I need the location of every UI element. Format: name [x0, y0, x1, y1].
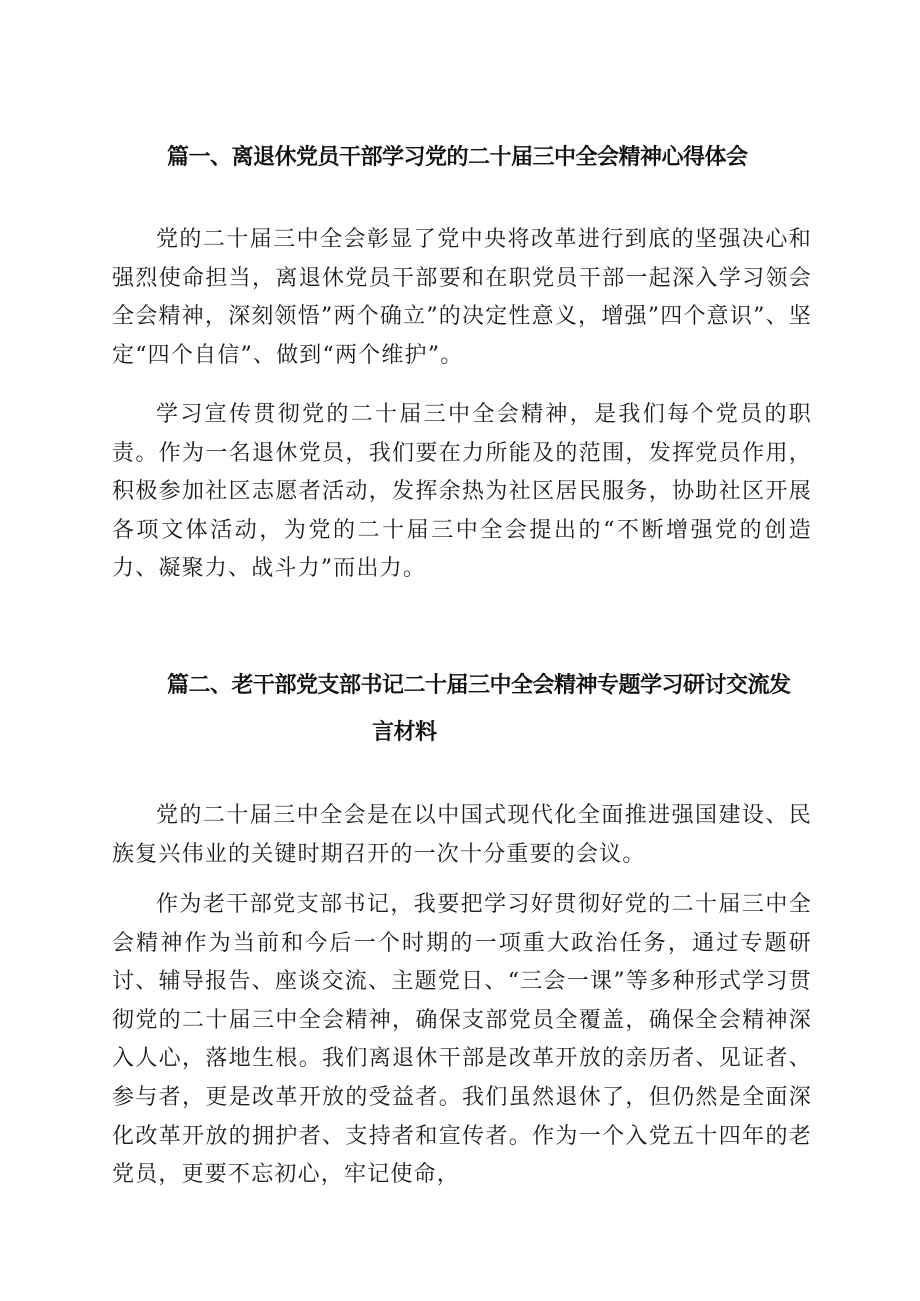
section1-paragraph-1: 党的二十届三中全会彰显了党中央将改革进行到底的坚强决心和强烈使命担当，离退休党员干部要和在职党员干部一起深入学习领会全会精神，深刻领悟”两个确立”的决定性意义，增强”四个意识”、坚定“四个自信”、做到“两个维护”。 — [112, 227, 812, 368]
section1-title: 篇一、离退休党员干部学习党的二十届三中全会精神心得体会 — [167, 145, 748, 170]
section2-title-line1: 篇二、老干部党支部书记二十届三中全会精神专题学习研讨交流发 — [167, 673, 791, 698]
section1-paragraph-2: 学习宣传贯彻党的二十届三中全会精神，是我们每个党员的职责。作为一名退休党员，我们要在力所能及的范围，发挥党员作用，积极参加社区志愿者活动，发挥余热为社区居民服务，协助社区开展各项文体活动，为党的二十届三中全会提出的“不断增强党的创造力、凝聚力、战斗力”而出力。 — [112, 402, 812, 582]
section2-paragraph-2: 作为老干部党支部书记，我要把学习好贯彻好党的二十届三中全会精神作为当前和今后一个时期的一项重大政治任务，通过专题研讨、辅导报告、座谈交流、主题党日、“三会一课”等多种形式学习贯彻党的二十届三中全会精神，确保支部党员全覆盖，确保全会精神深入人心，落地生根。我们离退休干部是改革开放的亲历者、见证者、参与者，更是改革开放的受益者。我们虽然退休了，但仍然是全面深化改革开放的拥护者、支持者和宣传者。作为一个入党五十四年的老党员，更要不忘初心，牢记使命， — [112, 892, 812, 1188]
section2-paragraph-1: 党的二十届三中全会是在以中国式现代化全面推进强国建设、民族复兴伟业的关键时期召开的一次十分重要的会议。 — [112, 803, 812, 867]
section2-title-line2: 言材料 — [372, 720, 437, 745]
